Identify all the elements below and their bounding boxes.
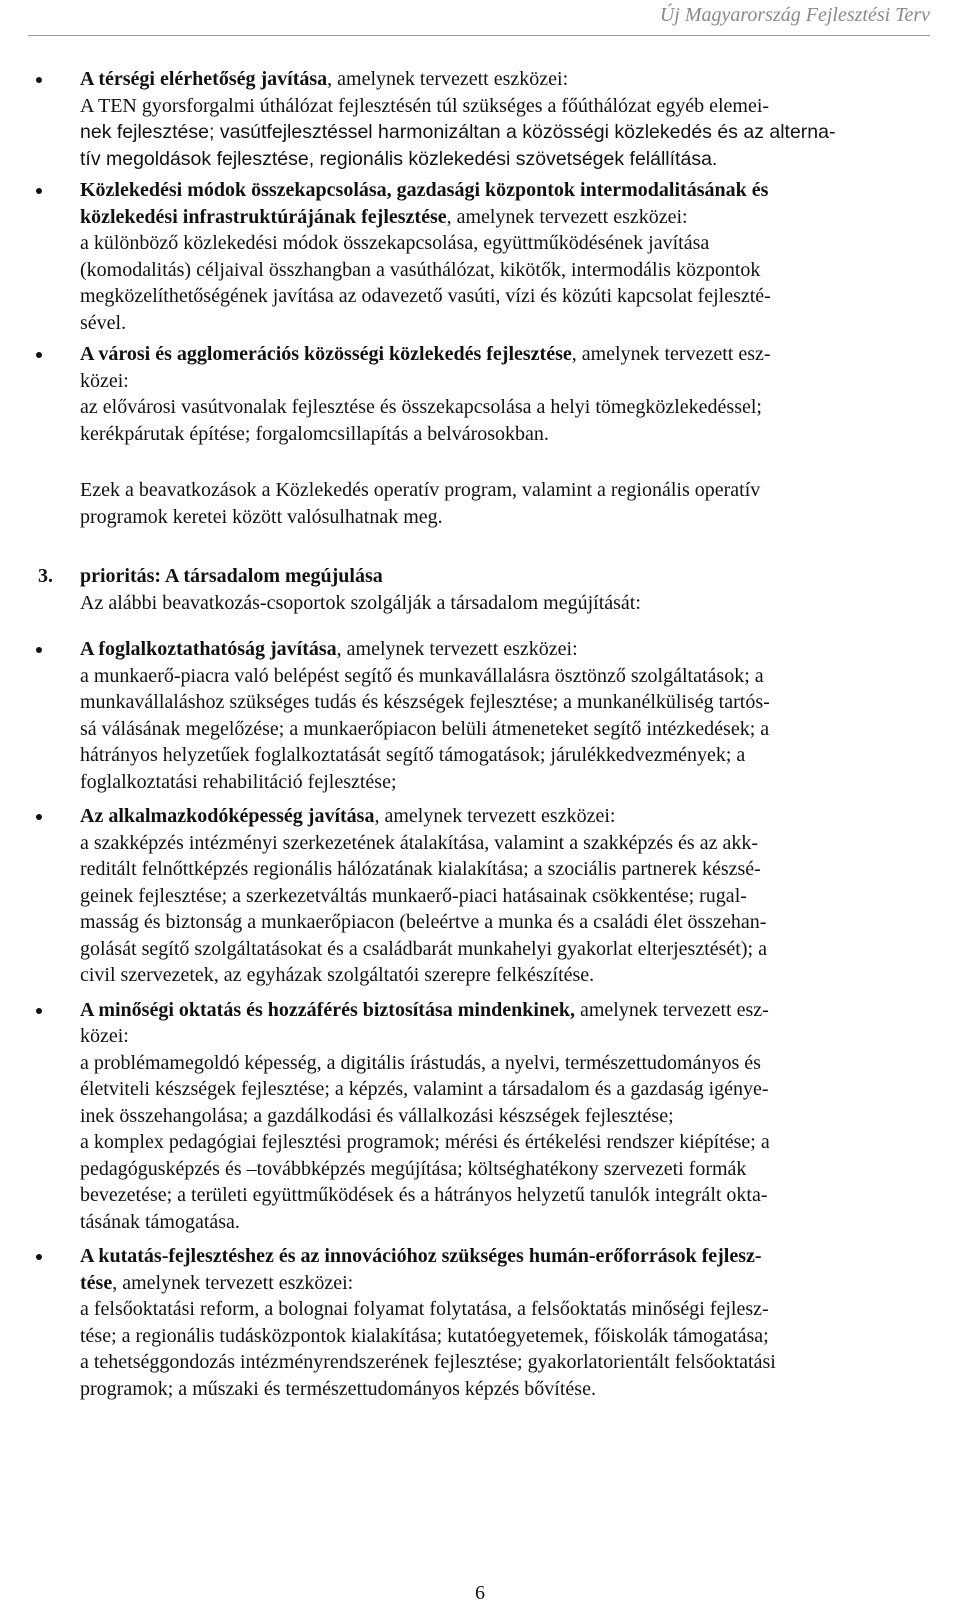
bullet-line: a szakképzés intézményi szerkezetének átalakítása, valamint a szakképzés és az akk- [80,831,758,854]
bullet-line: bevezetése; a területi együttműködések és a hátrányos helyzetű tanulók integrált okta- [80,1184,768,1206]
bullet-heading-line [80,997,928,1024]
bullet-line: tív megoldások fejlesztése, regionális közlekedési szövetségek felállítása. [80,147,718,170]
bullet-icon [36,1008,42,1014]
bullet-icon [36,352,42,358]
running-header: Új Magyarország Fejlesztési Terv [659,4,930,26]
priority-intro: Az alábbi beavatkozás-csoportok szolgálják a társadalom megújítását: [80,591,641,614]
bullet-heading-line [80,803,928,830]
priority-number: 3. [38,565,53,587]
bullet-line: a tehetséggondozás intézményrendszerének fejlesztése; gyakorlatorientált felsőoktatási [80,1351,776,1373]
transport-bullet-list [0,66,960,447]
priority-section [0,563,960,616]
bullet-line: sá válásának megelőzése; a munkaerőpiacon belüli átmeneteket segítő intézkedések; a [80,717,770,740]
bullet-item [80,803,928,989]
bullet-item [80,341,928,447]
bullet-line: életviteli készségek fejlesztése; a képzés, valamint a társadalom és a gazdaság igénye- [80,1078,769,1100]
bullet-label-suffix: , amelynek tervezett eszközei: [374,805,616,827]
bullet-label: A minőségi oktatás és hozzáférés biztosítása mindenkinek, [80,998,575,1021]
bullet-label-suffix: , amelynek tervezett eszközei: [336,638,578,660]
bullet-line: a komplex pedagógiai fejlesztési programok; mérési és értékelési rendszer kiépítése; a [80,1131,770,1153]
priority-title: prioritás: A társadalom megújulása [80,565,383,587]
page-content [0,66,960,1410]
bullet-label: Közlekedési módok összekapcsolása, gazdasági központok intermodalitásának és [80,179,769,201]
bullet-heading-line [80,636,928,663]
header-divider [28,35,930,36]
bullet-icon [36,77,42,83]
bullet-label-suffix: amelynek tervezett esz- [575,998,769,1021]
bullet-line: a munkaerő-piacra való belépést segítő és munkavállalásra ösztönző szolgáltatások; a [80,664,764,687]
bullet-line: a problémamegoldó képesség, a digitális írástudás, a nyelvi, természettudományos és [80,1051,761,1074]
bullet-item [80,1243,928,1402]
bullet-label: A foglalkoztathatóság javítása [80,638,337,660]
bullet-line: a különböző közlekedési módok összekapcsolása, együttműködésének javítása [80,232,710,254]
bullet-heading-line [80,204,928,231]
bullet-line: sével. [80,311,127,334]
bullet-line: inek összehangolása; a gazdálkodási és vállalkozási készségek fejlesztése; [80,1104,674,1127]
bullet-item [80,66,928,172]
bullet-line: a felsőoktatási reform, a bolognai folyamat folytatása, a felsőoktatás minőségi fejlesz- [80,1298,769,1320]
bullet-label: közlekedési infrastruktúrájának fejlesztése [80,205,447,228]
summary-line: Ezek a beavatkozások a Közlekedés operatív program, valamint a regionális operatív [80,479,761,501]
bullet-label: Az alkalmazkodóképesség javítása [80,805,375,827]
bullet-heading-line [80,341,928,368]
bullet-line: megközelíthetőségének javítása az odavezető vasúti, vízi és közúti kapcsolat fejleszté- [80,285,771,307]
bullet-label: A térségi elérhetőség javítása [80,68,328,90]
bullet-icon [36,1254,42,1260]
bullet-line: masság és biztonság a munkaerőpiacon (beleértve a munka és a családi élet összehan- [80,911,767,933]
bullet-line: közei: [80,1025,129,1047]
bullet-line: tásának támogatása. [80,1210,240,1233]
bullet-line: pedagógusképzés és –továbbképzés megújítása; költséghatékony szervezeti formák [80,1157,747,1180]
bullet-item [80,997,928,1236]
bullet-heading-line [80,1270,928,1297]
bullet-line: civil szervezetek, az egyházak szolgáltatói szerepre felkészítése. [80,964,595,986]
bullet-label: A kutatás-fejlesztéshez és az innovációhoz szükséges humán-erőforrások fejlesz- [80,1245,762,1267]
bullet-line: kerékpárutak építése; forgalomcsillapítás a belvárosokban. [80,422,549,445]
bullet-line: foglalkoztatási rehabilitáció fejlesztése; [80,770,397,793]
bullet-item [80,177,928,336]
bullet-label-suffix: , amelynek tervezett eszközei: [446,205,688,228]
bullet-line: geinek fejlesztése; a szerkezetváltás munkaerő-piaci hatásainak csökkentése; rugal- [80,884,747,907]
bullet-line: közei: [80,369,129,392]
bullet-label: tése [80,1271,113,1294]
priority-bullet-list [0,636,960,1402]
bullet-icon [36,188,42,194]
bullet-line: golását segítő szolgáltatásokat és a családbarát munkahelyi gyakorlat elterjesztését); a [80,937,767,960]
bullet-line: hátrányos helyzetűek foglalkoztatását segítő támogatások; járulékkedvezmények; a [80,744,746,766]
bullet-line: A TEN gyorsforgalmi úthálózat fejlesztésén túl szükséges a főúthálózat egyéb elemei- [80,94,770,117]
bullet-label-suffix: , amelynek tervezett esz- [571,343,771,365]
bullet-label: A városi és agglomerációs közösségi közlekedés fejlesztése [80,343,572,365]
bullet-line: reditált felnőttképzés regionális hálózatának kialakítása; a szociális partnerek készsé- [80,858,761,880]
bullet-item [80,636,928,795]
bullet-heading-line [80,66,928,93]
bullet-line: nek fejlesztése; vasútfejlesztéssel harmonizáltan a közösségi közlekedés és az alterna- [80,121,836,143]
bullet-line: (komodalitás) céljaival összhangban a vasúthálózat, kikötők, intermodális központok [80,258,761,281]
bullet-line: az elővárosi vasútvonalak fejlesztése és összekapcsolása a helyi tömegközlekedéssel; [80,396,762,418]
bullet-label-suffix: , amelynek tervezett eszközei: [327,68,569,90]
bullet-line: tése; a regionális tudásközpontok kialakítása; kutatóegyetemek, főiskolák támogatása; [80,1324,769,1347]
bullet-icon [36,647,42,653]
bullet-line: programok; a műszaki és természettudományos képzés bővítése. [80,1377,596,1400]
summary-line: programok keretei között valósulhatnak meg. [80,505,443,528]
bullet-icon [36,814,42,820]
summary-paragraph [80,477,928,530]
bullet-line: munkavállaláshoz szükséges tudás és készségek fejlesztése; a munkanélküliség tartós- [80,691,770,713]
bullet-label-suffix: , amelynek tervezett eszközei: [112,1271,354,1294]
page-number: 6 [475,1582,485,1604]
